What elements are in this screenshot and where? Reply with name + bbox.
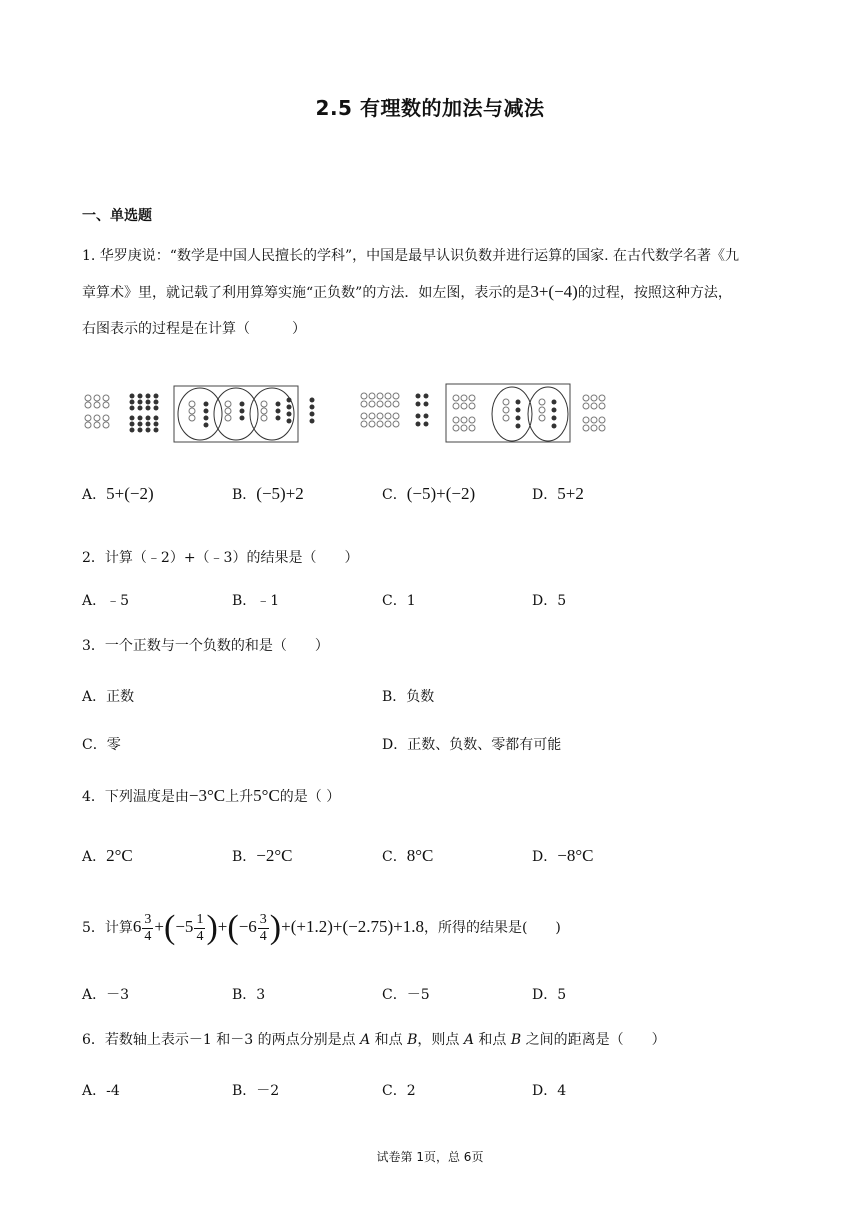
- question-4-text-mid: 上升: [225, 789, 254, 805]
- point-b-label-2: B: [510, 1032, 522, 1048]
- counting-rods-figure: [82, 380, 782, 444]
- question-4-text: 4．下列温度是由: [82, 789, 189, 805]
- option-d[interactable]: D．5: [532, 987, 567, 1003]
- option-b[interactable]: B．负数: [382, 689, 435, 705]
- question-4-temp-rise: 5°C: [253, 786, 280, 805]
- option-a-label: A．: [82, 487, 107, 503]
- question-1-text-end: 的过程，按照这种方法，: [577, 285, 732, 301]
- option-b[interactable]: B．﹣1: [232, 593, 280, 609]
- option-d[interactable]: [532, 846, 593, 866]
- question-5-expression: 6 $\frac{3}{4}$ +(−5 $\frac{1}{4}$ )+(−6 $\frac{3}{4}$ )+(+1.2)+(−2.75)+1.8: [132, 909, 424, 947]
- option-b-label: B．: [232, 849, 257, 865]
- question-6: [82, 1022, 782, 1058]
- option-d[interactable]: D．4: [532, 1083, 567, 1099]
- question-5: [82, 906, 782, 949]
- option-b[interactable]: [232, 846, 293, 866]
- point-b-label: B: [407, 1032, 418, 1048]
- option-d[interactable]: D．正数、负数、零都有可能: [382, 737, 562, 753]
- question-6-text-3: ，则点: [417, 1032, 464, 1048]
- question-5-text: 5．计算: [82, 920, 133, 936]
- right-figure: [361, 384, 605, 442]
- question-1-text: 章算术》里，就记载了利用算筹实施“正负数”的方法．如左图，表示的是: [82, 285, 531, 301]
- option-d-value: 5+2: [557, 484, 584, 503]
- question-6-text-end: 之间的距离是（ ）: [521, 1032, 666, 1048]
- option-a[interactable]: A．-4: [82, 1083, 120, 1099]
- option-b-label: B．: [232, 487, 257, 503]
- option-a[interactable]: [82, 484, 154, 504]
- point-a-label-2: A: [463, 1032, 474, 1048]
- question-4: [82, 778, 782, 815]
- option-b[interactable]: [232, 484, 304, 504]
- option-a[interactable]: [82, 846, 133, 866]
- option-d-label: D．: [532, 487, 558, 503]
- option-c-label: C．: [382, 487, 407, 503]
- option-c[interactable]: C．零: [82, 737, 121, 753]
- option-a[interactable]: A．－3: [82, 987, 130, 1003]
- question-1-math: 3+(−4): [530, 282, 578, 301]
- option-c[interactable]: C．－5: [382, 987, 430, 1003]
- point-a-label: A: [360, 1032, 371, 1048]
- question-6-text-2: 和点: [370, 1032, 408, 1048]
- question-1-line-1: 1. 华罗庚说：“数学是中国人民擅长的学科”，中国是最早认识负数并进行运算的国家. 在古代数学名著《九: [82, 248, 740, 264]
- option-c-value: (−5)+(−2): [406, 484, 476, 503]
- question-6-text: 6．若数轴上表示－1 和－3 的两点分别是点: [82, 1032, 361, 1048]
- option-c[interactable]: C．2: [382, 1083, 416, 1099]
- page-footer: 试卷第 1页，总 6页: [376, 1150, 484, 1164]
- option-d-label: D．: [532, 849, 558, 865]
- question-1: [82, 238, 782, 347]
- option-b[interactable]: B．3: [232, 987, 266, 1003]
- option-c[interactable]: C．1: [382, 593, 416, 609]
- option-d-value: −8°C: [557, 846, 594, 865]
- option-d[interactable]: D．5: [532, 593, 567, 609]
- question-3: 3．一个正数与一个负数的和是（ ）: [82, 638, 329, 654]
- option-c-value: 8°C: [406, 846, 434, 865]
- option-c[interactable]: [382, 484, 475, 504]
- option-b-value: −2°C: [256, 846, 293, 865]
- question-1-line-2: [82, 274, 782, 311]
- option-a-label: A．: [82, 849, 107, 865]
- question-6-text-4: 和点: [473, 1032, 511, 1048]
- page-title: 2.5 有理数的加法与减法: [315, 96, 545, 120]
- question-5-text-end: ，所得的结果是( ): [423, 920, 561, 936]
- question-4-temp-start: −3°C: [188, 786, 226, 805]
- question-4-text-end: 的是（ ）: [279, 789, 341, 805]
- option-b[interactable]: B．－2: [232, 1083, 280, 1099]
- option-a[interactable]: A．正数: [82, 689, 135, 705]
- option-c[interactable]: [382, 846, 433, 866]
- section-heading: 一、单选题: [82, 208, 152, 224]
- left-figure: [85, 386, 315, 442]
- option-b-value: (−5)+2: [256, 484, 304, 503]
- option-a-value: 5+(−2): [106, 484, 154, 503]
- question-2: 2．计算（﹣2）+（﹣3）的结果是（ ）: [82, 550, 359, 566]
- option-a[interactable]: A．﹣5: [82, 593, 130, 609]
- option-a-value: 2°C: [106, 846, 133, 865]
- question-1-line-3: 右图表示的过程是在计算（ ）: [82, 321, 306, 337]
- option-d[interactable]: [532, 484, 584, 504]
- option-c-label: C．: [382, 849, 407, 865]
